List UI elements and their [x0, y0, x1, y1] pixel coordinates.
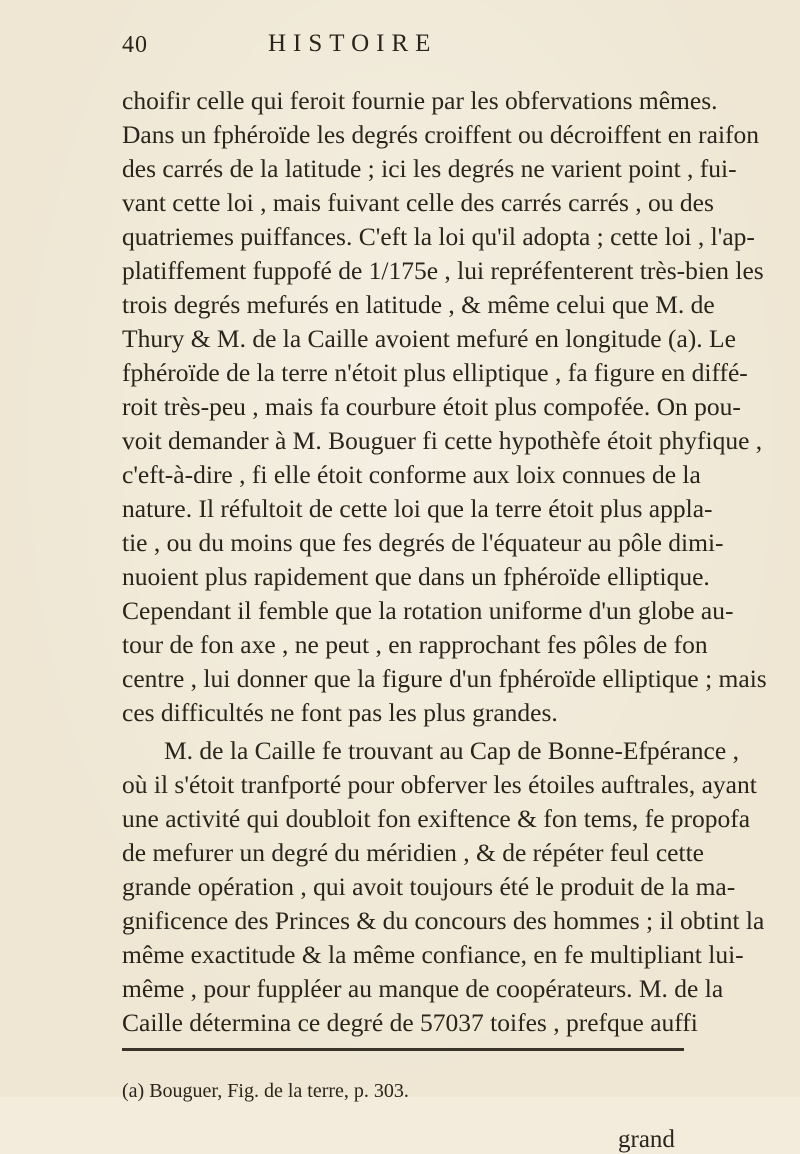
- running-head: HISTOIRE: [268, 30, 438, 57]
- text-line: une activité qui doubloit fon exiftence & fon tems, fe propofa: [122, 804, 751, 833]
- text-line: grande opération , qui avoit toujours été le produit de la ma-: [122, 872, 736, 901]
- text-line: voit demander à M. Bouguer fi cette hypothèfe étoit phyfique ,: [122, 426, 763, 455]
- text-line: des carrés de la latitude ; ici les degrés ne varient point , fui-: [122, 154, 737, 183]
- text-line: nuoient plus rapidement que dans un fphéroïde elliptique.: [122, 562, 710, 591]
- text-line: fphéroïde de la terre n'étoit plus elliptique , fa figure en diffé-: [122, 358, 748, 387]
- text-line: tour de fon axe , ne peut , en rapprochant fes pôles de fon: [122, 630, 708, 659]
- text-line: vant cette loi , mais fuivant celle des carrés carrés , ou des: [122, 188, 714, 217]
- text-line: c'eft-à-dire , fi elle étoit conforme aux loix connues de la: [122, 460, 701, 489]
- text-line: Thury & M. de la Caille avoient mefuré en longitude (a). Le: [122, 324, 736, 353]
- text-line: platiffement fuppofé de 1/175e , lui repréfenterent très-bien les: [122, 256, 764, 285]
- text-line: nature. Il réfultoit de cette loi que la terre étoit plus appla-: [122, 494, 713, 523]
- text-line: Caille détermina ce degré de 57037 toifes , prefque auffi: [122, 1008, 698, 1037]
- text-line: où il s'étoit tranfporté pour obferver les étoiles auftrales, ayant: [122, 770, 757, 799]
- catchword: grand: [618, 1126, 675, 1153]
- text-line: gnificence des Princes & du concours des hommes ; il obtint la: [122, 906, 765, 935]
- footnote-rule: [122, 1048, 684, 1051]
- text-line: trois degrés mefurés en latitude , & même celui que M. de: [122, 290, 715, 319]
- text-line: Cependant il femble que la rotation uniforme d'un globe au-: [122, 596, 734, 625]
- text-line: centre , lui donner que la figure d'un fphéroïde elliptique ; mais: [122, 664, 767, 693]
- text-line: Dans un fphéroïde les degrés croiffent ou décroiffent en raifon: [122, 120, 760, 149]
- text-line: tie , ou du moins que fes degrés de l'équateur au pôle dimi-: [122, 528, 724, 557]
- page-header: [0, 26, 800, 60]
- footnote: (a) Bouguer, Fig. de la terre, p. 303.: [122, 1080, 409, 1102]
- text-line: choifir celle qui feroit fournie par les obfervations mêmes.: [122, 86, 718, 115]
- text-line: ces difficultés ne font pas les plus grandes.: [122, 698, 558, 727]
- text-line: même , pour fuppléer au manque de coopérateurs. M. de la: [122, 974, 724, 1003]
- text-line: quatriemes puiffances. C'eft la loi qu'il adopta ; cette loi , l'ap-: [122, 222, 755, 251]
- page-number: 40: [122, 32, 148, 58]
- text-line: même exactitude & la même confiance, en fe multipliant lui-: [122, 940, 744, 969]
- text-line: M. de la Caille fe trouvant au Cap de Bonne-Efpérance ,: [164, 736, 739, 765]
- text-line: de mefurer un degré du méridien , & de répéter feul cette: [122, 838, 704, 867]
- text-line: roit très-peu , mais fa courbure étoit plus compofée. On pou-: [122, 392, 741, 421]
